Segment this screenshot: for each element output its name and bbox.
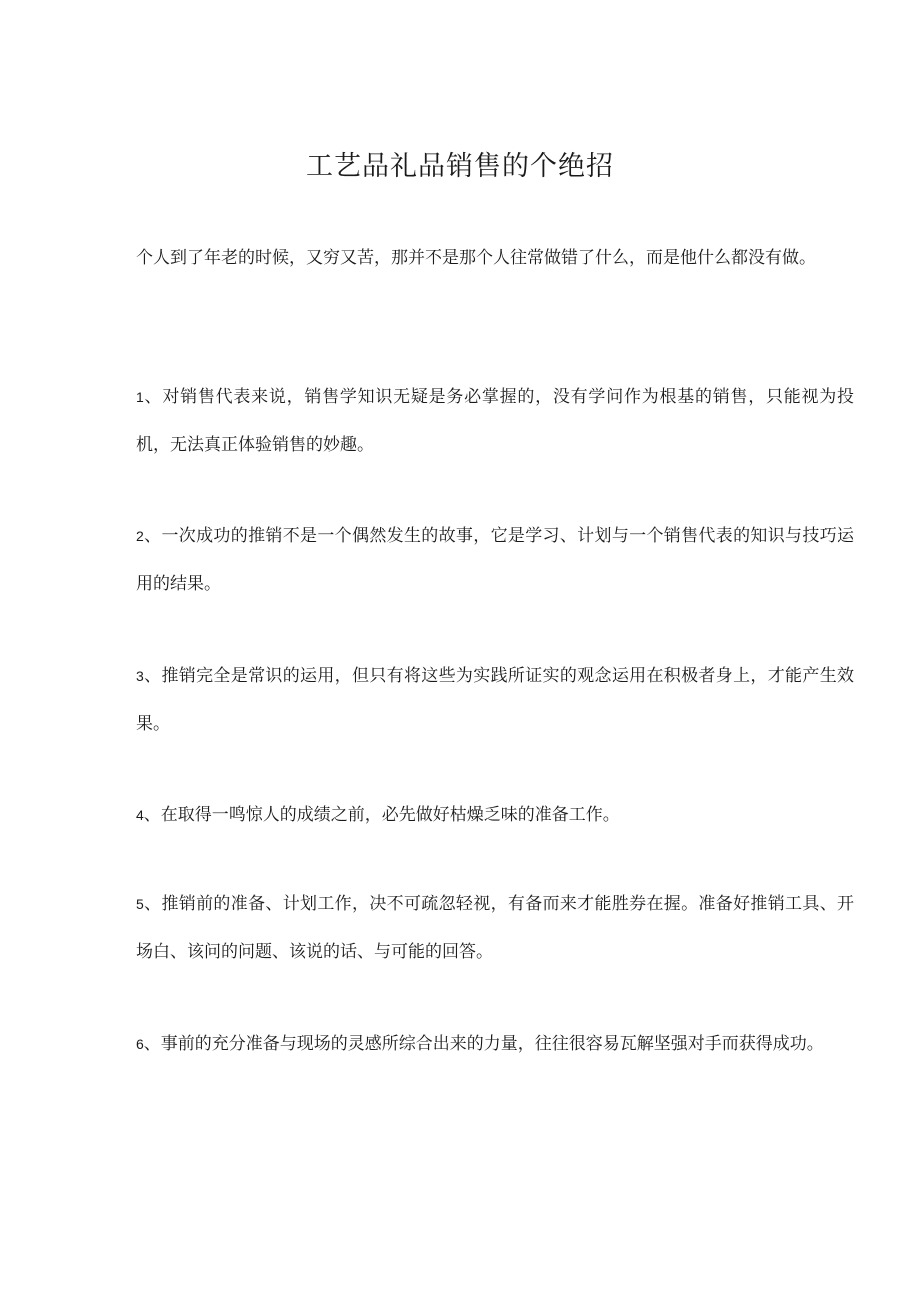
intro-paragraph: 个人到了年老的时候，又穷又苦，那并不是那个人往常做错了什么，而是他什么都没有做。	[136, 248, 816, 268]
item-number: 3	[136, 668, 144, 684]
list-item	[136, 373, 854, 469]
item-separator: 、	[143, 894, 162, 914]
item-number: 1	[136, 389, 144, 405]
item-number: 2	[136, 528, 144, 544]
item-number: 4	[136, 807, 144, 823]
item-separator: 、	[143, 387, 163, 407]
item-separator: 、	[143, 805, 161, 825]
item-text: 事前的充分准备与现场的灵感所综合出来的力量，往往很容易瓦解坚强对手而获得成功。	[160, 1034, 824, 1054]
list-item	[136, 1020, 854, 1068]
item-separator: 、	[143, 526, 162, 546]
list-item	[136, 880, 854, 976]
item-number: 5	[136, 896, 144, 912]
item-number: 6	[136, 1036, 144, 1052]
item-text: 推销完全是常识的运用，但只有将这些为实践所证实的观念运用在积极者身上，才能产生效果。	[136, 666, 855, 734]
list-item	[136, 512, 854, 608]
list-item	[136, 791, 854, 839]
list-item	[136, 652, 854, 748]
item-text: 对销售代表来说，销售学知识无疑是务必掌握的，没有学问作为根基的销售，只能视为投机，无法真正体验销售的妙趣。	[136, 387, 855, 455]
item-text: 在取得一鸣惊人的成绩之前，必先做好枯燥乏味的准备工作。	[160, 805, 620, 825]
item-text: 一次成功的推销不是一个偶然发生的故事，它是学习、计划与一个销售代表的知识与技巧运用的结果。	[136, 526, 855, 594]
document-title: 工艺品礼品销售的个绝招	[306, 151, 614, 182]
item-separator: 、	[143, 1034, 161, 1054]
item-separator: 、	[143, 666, 162, 686]
item-text: 推销前的准备、计划工作，决不可疏忽轻视，有备而来才能胜券在握。准备好推销工具、开场白、该问的问题、该说的话、与可能的回答。	[136, 894, 855, 962]
